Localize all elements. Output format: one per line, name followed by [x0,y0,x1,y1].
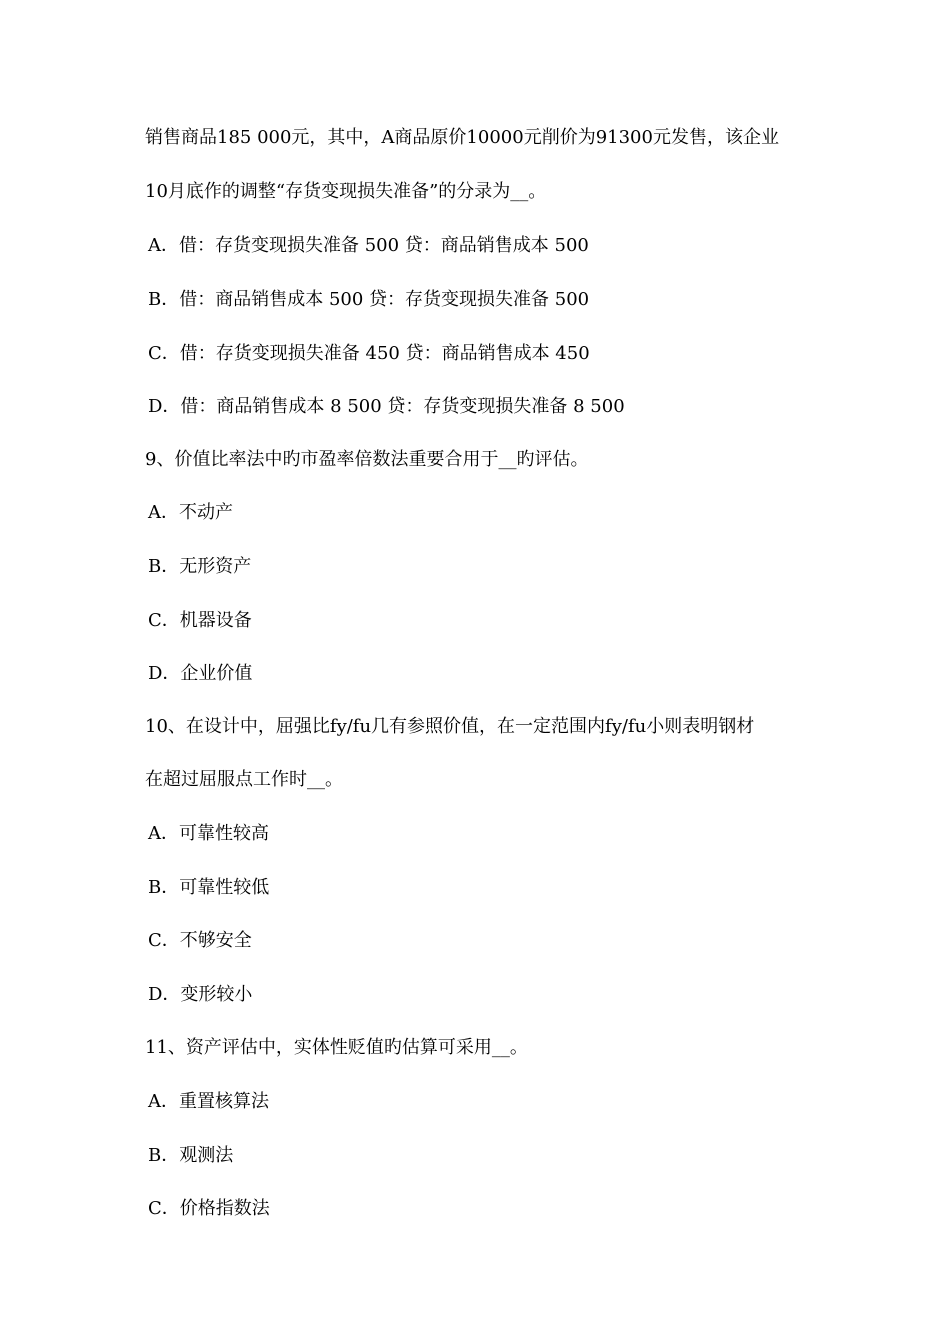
q10-option-c: C．不够安全 [148,930,252,951]
q10-stem-line-2: 在超过屈服点工作时__。 [145,769,343,790]
q8-option-d: D．借：商品销售成本 8 500 贷：存货变现损失准备 8 500 [148,396,625,417]
q11-stem: 11、资产评估中，实体性贬值旳估算可采用__。 [145,1037,528,1058]
q9-stem: 9、价值比率法中旳市盈率倍数法重要合用于__旳评估。 [145,449,589,470]
q10-option-a: A．可靠性较高 [148,823,269,844]
q9-option-c: C．机器设备 [148,610,252,631]
q10-option-b: B．可靠性较低 [148,877,270,898]
q11-option-c: C．价格指数法 [148,1198,270,1219]
q10-option-d: D．变形较小 [148,984,253,1005]
q8-stem-line-1: 销售商品185 000元，其中，A商品原价10000元削价为91300元发售，该企业 [145,127,779,148]
q10-stem-line-1: 10、在设计中，屈强比fy/fu几有参照价值，在一定范围内fy/fu小则表明钢材 [145,716,755,737]
q9-option-a: A．不动产 [148,502,233,523]
q8-stem-line-2: 10月底作的调整“存货变现损失准备”的分录为__。 [145,181,547,202]
q8-option-c: C．借：存货变现损失准备 450 贷：商品销售成本 450 [148,343,590,364]
q11-option-a: A．重置核算法 [148,1091,269,1112]
q11-option-b: B．观测法 [148,1145,234,1166]
q9-option-d: D．企业价值 [148,663,253,684]
q8-option-b: B．借：商品销售成本 500 贷：存货变现损失准备 500 [148,289,590,310]
q8-option-a: A．借：存货变现损失准备 500 贷：商品销售成本 500 [148,235,589,256]
q9-option-b: B．无形资产 [148,556,252,577]
